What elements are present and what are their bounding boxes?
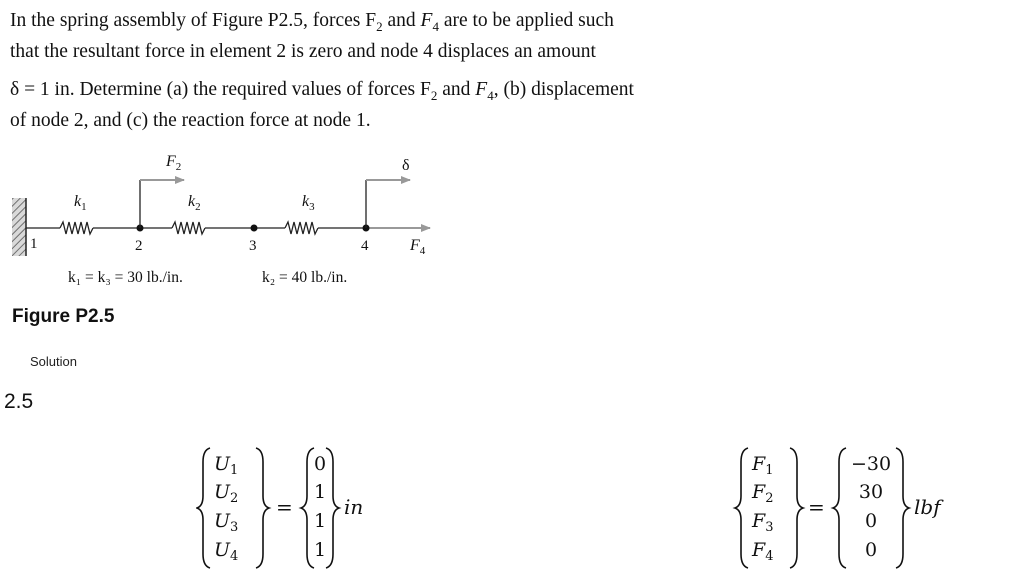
unit-label: lbf: [914, 495, 941, 519]
vector-entry: $F_1$: [752, 453, 774, 478]
equals-sign: =: [808, 495, 825, 519]
node-3: [251, 225, 258, 232]
spring-k2: [172, 222, 205, 234]
problem-paragraph-1: In the spring assembly of Figure P2.5, forces $F_2$ and $F_4$ are to be applied such that the resultant force in element 2 is zero and node 4 displaces an amount: [10, 10, 614, 62]
problem-text: that the resultant force in element 2 is zero and node 4 displaces an amount: [10, 40, 596, 62]
vector-entry: $U_1$: [214, 453, 239, 478]
problem-text: In the spring assembly of Figure P2.5, forces F: [10, 10, 377, 31]
unit-label: in: [344, 495, 364, 519]
fixed-wall: [12, 198, 26, 256]
problem-text: of node 2, and (c) the reaction force at node 1.: [10, 109, 371, 131]
problem-paragraph-2: δ = 1 in. Determine (a) the required values of forces $F_2$ and $F_4$, (b) displacement of node 2, and (c) the reaction force at node 1.: [10, 79, 634, 131]
vector-value: −30: [850, 453, 892, 475]
f4-label: $F_4$: [410, 237, 426, 257]
left-brace: [833, 448, 846, 568]
vector-value: 1: [314, 539, 327, 561]
vector-value: 0: [314, 453, 327, 475]
vector-entry: $U_3$: [214, 510, 239, 535]
k2-label: $k_2$: [188, 193, 201, 213]
spring-k1: [60, 222, 93, 234]
figure-caption: Figure P2.5: [12, 306, 115, 327]
vector-value: 1: [314, 510, 327, 532]
spring-assembly-figure: [0, 140, 460, 300]
node-1-label: 1: [30, 236, 38, 252]
stiffness-eq-2: k₂ = 40 lb./in.: [262, 269, 348, 286]
left-brace: [735, 448, 748, 568]
vector-entry: $F_3$: [752, 510, 774, 535]
left-brace: [301, 448, 314, 568]
right-brace: [256, 448, 269, 568]
node-4-label: 4: [361, 238, 369, 254]
solution-number: 2.5: [4, 390, 34, 413]
vector-entry: $U_2$: [214, 481, 239, 506]
right-brace: [790, 448, 803, 568]
displacement-vector-equation: [196, 444, 396, 572]
spring-k3: [285, 222, 318, 234]
equals-sign: =: [276, 495, 293, 519]
right-brace: [326, 448, 339, 568]
vector-entry: $F_4$: [752, 539, 774, 564]
node-2-label: 2: [135, 238, 143, 254]
k1-label: $k_1$: [74, 193, 87, 213]
solution-title: Solution: [30, 354, 77, 369]
k3-label: $k_3$: [302, 193, 315, 213]
left-brace: [197, 448, 210, 568]
stiffness-eq-1: k₁ = k₃ = 30 lb./in.: [68, 269, 183, 286]
vector-value: 30: [858, 481, 884, 503]
node-3-label: 3: [249, 238, 257, 254]
vector-value: 0: [864, 539, 878, 561]
vector-entry: $F_2$: [752, 481, 774, 506]
force-vector-equation: [728, 444, 968, 572]
problem-text: δ = 1 in. Determine (a) the required values of forces F: [10, 79, 431, 100]
vector-value: 0: [864, 510, 878, 532]
vector-entry: $U_4$: [214, 539, 239, 564]
f2-label: $F_2$: [166, 153, 182, 173]
delta-label: δ: [402, 157, 410, 174]
vector-value: 1: [314, 481, 327, 503]
right-brace: [896, 448, 909, 568]
